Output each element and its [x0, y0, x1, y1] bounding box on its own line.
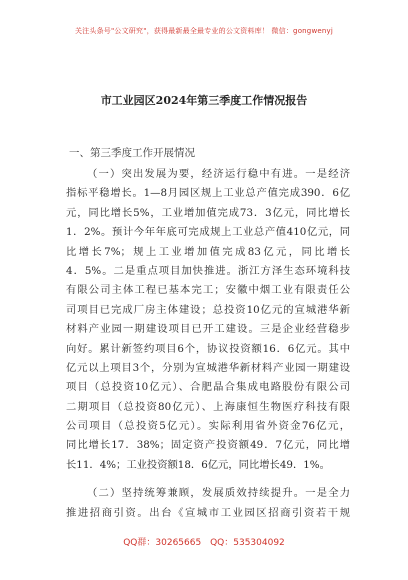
- document-title: 市工业园区2024年第三季度工作情况报告: [100, 94, 308, 107]
- body-line: 比增长7%；规上工业增加值完成83亿元，同比增长: [66, 245, 350, 258]
- body-line: （二）坚持统筹兼顾，发展质效持续提升。一是全力: [87, 487, 350, 500]
- body-line: 向好。累计新签约项目6个，协议投资额16．6亿元。其中: [66, 342, 350, 355]
- body-line: 推进招商引资。出台《宣城市工业园区招商引资若干规: [66, 506, 350, 519]
- qq-group-text: QQ群：30265665: [123, 538, 202, 548]
- body-line: 材料产业园一期建设项目已开工建设。三是企业经营稳步: [66, 323, 350, 336]
- section-heading: 一、第三季度工作开展情况: [69, 147, 195, 159]
- document-body: [66, 165, 350, 523]
- qq-contact-text: QQ：535304092: [210, 538, 285, 548]
- body-line: 同比增长17．38%；固定资产投资额49．7亿元，同比增: [66, 439, 350, 452]
- body-line: 亿元以上项目3个，分别为宣城港华新材料产业园一期建设: [66, 361, 350, 374]
- body-line: 司项目已完成厂房主体建设；总投资10亿元的宣城港华新: [66, 303, 350, 316]
- contact-footer: [0, 535, 408, 548]
- body-line: 公司项目（总投资5亿元）。实际利用省外资金76亿元，: [66, 420, 350, 433]
- promo-banner: 关注头条号"公文研究"，获得最新最全最专业的公文资料库！ 微信：gongwenyj: [74, 27, 334, 35]
- body-line: 有限公司主体工程已基本完工；安徽中烟工业有限责任公: [66, 284, 350, 297]
- body-line: 元，同比增长5%，工业增加值完成73．3亿元，同比增长: [66, 206, 350, 219]
- body-line: 指标平稳增长。1—8月园区规上工业总产值完成390．6亿: [66, 187, 350, 200]
- body-line: 长11．4%；工业投资额18．6亿元，同比增长49．1%。: [66, 458, 330, 471]
- body-line: 项目（总投资10亿元）、合肥晶合集成电路股份有限公司: [66, 381, 350, 394]
- body-line: 1．2%。预计今年年底可完成规上工业总产值410亿元，同: [66, 226, 350, 239]
- body-line: （一）突出发展为要，经济运行稳中有进。一是经济: [87, 168, 350, 180]
- body-line: 二期项目（总投资80亿元）、上海康恒生物医疗科技有限: [66, 400, 350, 413]
- body-line: 4．5%。二是重点项目加快推进。浙江方泽生态环境科技: [66, 264, 350, 277]
